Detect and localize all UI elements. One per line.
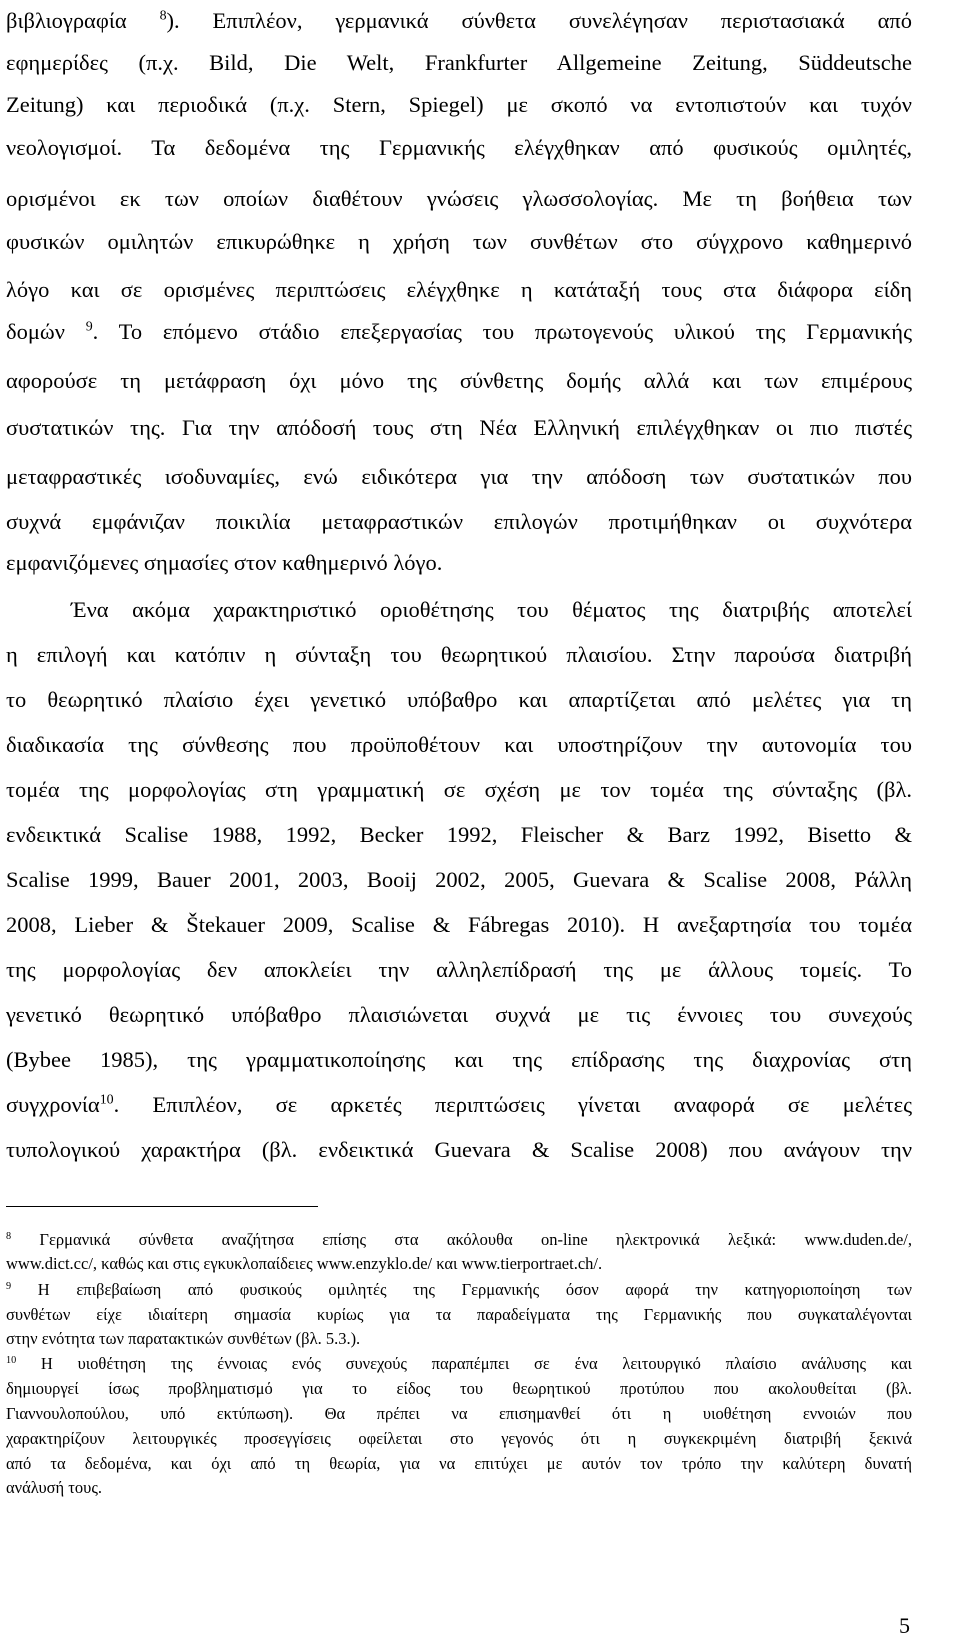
body-line: Scalise 1999, Bauer 2001, 2003, Booij 2002, 2005, Guevara & Scalise 2008, Ράλλη — [6, 867, 912, 892]
body-line: γενετικό θεωρητικό υπόβαθρο πλαισιώνεται συχνά με τις έννοιες του συνεχούς — [6, 1002, 912, 1027]
footnote-line: συνθέτων είχε ιδιαίτερη σημασία κυρίως για τα παραδείγματα της Γερμανικής που συγκαταλέγονται — [6, 1305, 912, 1324]
footnote-line: Γιαννουλοπούλου, υπό εκτύπωση). Θα πρέπει να επισημανθεί ότι η υιοθέτηση εννοιών που — [6, 1404, 912, 1423]
body-line: δομών $^9$. Το επόμενο στάδιο επεξεργασίας του πρωτογενούς υλικού της Γερμανικής — [6, 319, 912, 344]
footnote-line: από τα δεδομένα, και όχι από τη θεωρία, για να επιτύχει με αυτόν τον τρόπο την καλύτερη δυνατή — [6, 1454, 912, 1473]
body-line: μεταφραστικές ισοδυναμίες, ενώ ειδικότερα για την απόδοση των συστατικών που — [6, 464, 912, 489]
body-line: αφορούσε τη μετάφραση όχι μόνο της σύνθετης δομής αλλά και των επιμέρους — [6, 368, 912, 393]
body-line: ορισμένοι εκ των οποίων διαθέτουν γνώσεις γλωσσολογίας. Με τη βοήθεια των — [6, 186, 912, 211]
body-line: νεολογισμοί. Τα δεδομένα της Γερμανικής ελέγχθηκαν από φυσικούς ομιλητές, — [6, 135, 912, 160]
body-line: (Bybee 1985), της γραμματικοποίησης και της επίδρασης της διαχρονίας στη — [6, 1047, 912, 1072]
footnote-ref-9[interactable]: 9 — [85, 319, 93, 335]
body-line: της μορφολογίας δεν αποκλείει την αλληλεπίδρασή της με άλλους τομείς. Το — [6, 957, 912, 982]
body-line: εμφανιζόμενες σημασίες στον καθημερινό λόγο. — [6, 550, 443, 575]
body-line: συγχρονία$^{10}$. Επιπλέον, σε αρκετές περιπτώσεις γίνεται αναφορά σε μελέτες — [6, 1092, 912, 1117]
footnote-ref-8[interactable]: 8 — [159, 8, 167, 24]
body-line: εφημερίδες (π.χ. Bild, Die Welt, Frankfurter Allgemeine Zeitung, Süddeutsche — [6, 50, 912, 75]
body-line: λόγο και σε ορισμένες περιπτώσεις ελέγχθηκε η κατάταξή τους στα διάφορα είδη — [6, 277, 912, 302]
footnote-line: χαρακτηρίζουν λειτουργικές προσεγγίσεις οφείλεται στο γεγονός ότι η συγκεκριμένη διατριβή ξεκινά — [6, 1429, 912, 1448]
body-line: το θεωρητικό πλαίσιο έχει γενετικό υπόβαθρο και απαρτίζεται από μελέτες για τη — [6, 687, 912, 712]
body-line: τυπολογικού χαρακτήρα (βλ. ενδεικτικά Guevara & Scalise 2008) που ανάγουν την — [6, 1137, 912, 1162]
body-line: ενδεικτικά Scalise 1988, 1992, Becker 1992, Fleischer & Barz 1992, Bisetto & — [6, 822, 912, 847]
footnote-8: $^8$ Γερμανικά σύνθετα αναζήτησα επίσης στα ακόλουθα on-line ηλεκτρονικά λεξικά: www.duden.de/, — [6, 1230, 912, 1249]
footnote-ref-10[interactable]: 10 — [99, 1092, 114, 1108]
footnote-line: στην ενότητα των παρατακτικών συνθέτων (βλ. 5.3.). — [6, 1329, 361, 1348]
footnote-separator — [6, 1206, 318, 1207]
body-line: τομέα της μορφολογίας στη γραμματική σε σχέση με τον τομέα της σύνταξης (βλ. — [6, 777, 912, 802]
body-line: συχνά εμφάνιζαν ποικιλία μεταφραστικών επιλογών προτιμήθηκαν οι συχνότερα — [6, 509, 912, 534]
body-line: η επιλογή και κατόπιν η σύνταξη του θεωρητικού πλαισίου. Στην παρούσα διατριβή — [6, 642, 912, 667]
paragraph-start: Ένα ακόμα χαρακτηριστικό οριοθέτησης του θέματος της διατριβής αποτελεί — [71, 597, 912, 622]
body-line: συστατικών της. Για την απόδοσή τους στη Νέα Ελληνική επιλέγχθηκαν οι πιο πιστές — [6, 415, 912, 440]
page-number: 5 — [899, 1613, 910, 1638]
footnote-9: $^9$ Η επιβεβαίωση από φυσικούς ομιλητές της Γερμανικής όσον αφορά την κατηγοριοποίηση των — [6, 1280, 912, 1299]
body-line: Zeitung) και περιοδικά (π.χ. Stern, Spiegel) με σκοπό να εντοπιστούν και τυχόν — [6, 92, 912, 117]
footnote-line: δημιουργεί ίσως προβληματισμό για το είδος του θεωρητικού προτύπου που ακολουθείται (βλ. — [6, 1379, 912, 1398]
footnote-line: www.dict.cc/, καθώς και στις εγκυκλοπαίδειες www.enzyklo.de/ και www.tierportraet.ch/. — [6, 1254, 603, 1273]
body-line: διαδικασία της σύνθεσης που προϋποθέτουν και υποστηρίζουν την αυτονομία του — [6, 732, 912, 757]
body-line: φυσικών ομιλητών επικυρώθηκε η χρήση των συνθέτων στο σύγχρονο καθημερινό — [6, 229, 912, 254]
footnote-10: $^{10}$ Η υιοθέτηση της έννοιας ενός συνεχούς παραπέμπει σε ένα λειτουργικό πλαίσιο ανάλυσης και — [6, 1354, 912, 1373]
body-line: βιβλιογραφία $^8$). Επιπλέον, γερμανικά σύνθετα συνελέγησαν περιστασιακά από — [6, 8, 912, 33]
footnote-line: ανάλυσή τους. — [6, 1478, 102, 1497]
body-line: 2008, Lieber & Štekauer 2009, Scalise & Fábregas 2010). Η ανεξαρτησία του τομέα — [6, 912, 912, 937]
